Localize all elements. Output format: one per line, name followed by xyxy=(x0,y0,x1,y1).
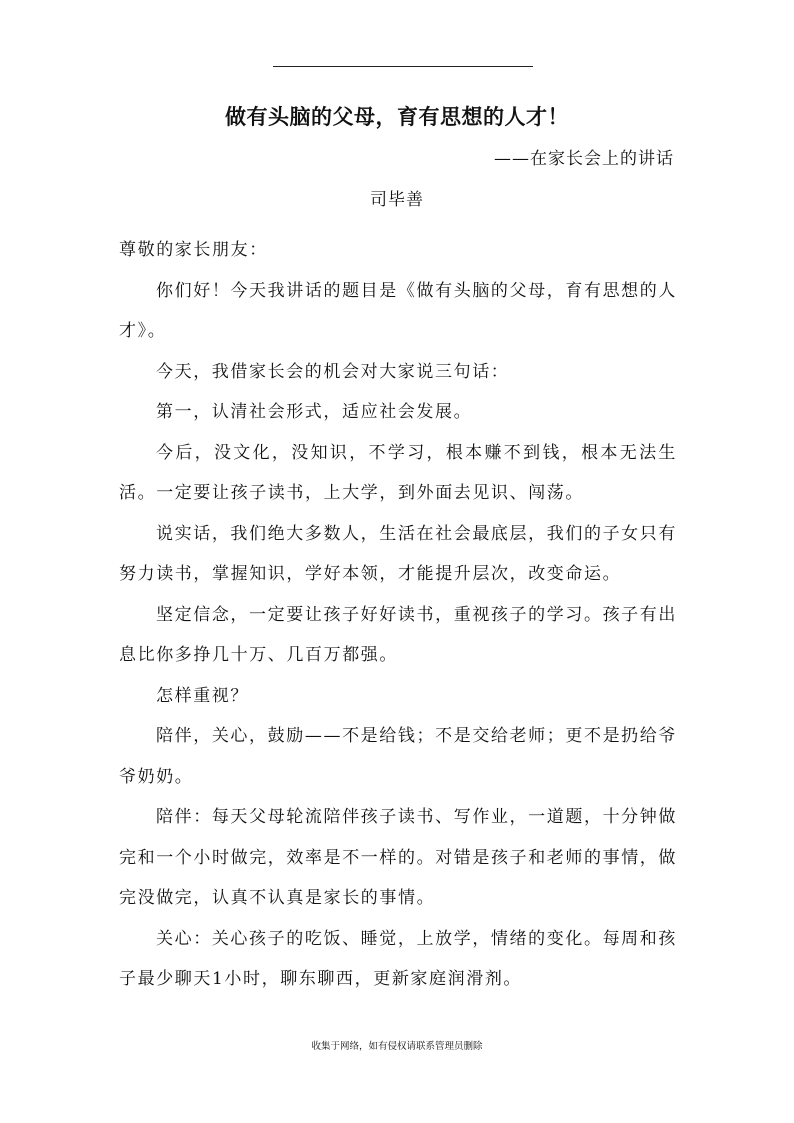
paragraph: 今天，我借家长会的机会对大家说三句话： xyxy=(156,361,510,382)
salutation: 尊敬的家长朋友： xyxy=(119,240,268,260)
paragraph: 陪伴，关心，鼓励——不是给钱；不是交给老师；更不是扔给爷爷奶奶。 xyxy=(119,726,677,787)
page-footer-note: 收集于网络，如有侵权请联系管理员删除 xyxy=(311,1041,483,1052)
paragraph: 怎样重视？ xyxy=(156,685,249,706)
document-title: 做有头脑的父母，育有思想的人才！ xyxy=(225,105,569,129)
paragraph: 第一，认清社会形式，适应社会发展。 xyxy=(156,402,473,422)
paragraph: 你们好！今天我讲话的题目是《做有头脑的父母，育有思想的人才》。 xyxy=(119,280,677,341)
paragraph: 今后，没文化，没知识，不学习，根本赚不到钱，根本无法生活。一定要让孩子读书，上大学，到外面去见识、闯荡。 xyxy=(119,442,677,503)
paragraph: 关心：关心孩子的吃饭、睡觉，上放学，情绪的变化。每周和孩子最少聊天1小时，聊东聊西，更新家庭润滑剂。 xyxy=(119,928,677,989)
document-author: 司毕善 xyxy=(370,190,424,210)
paragraph: 坚定信念，一定要让孩子好好读书，重视孩子的学习。孩子有出息比你多挣几十万、几百万都强。 xyxy=(119,604,677,665)
paragraph: 说实话，我们绝大多数人，生活在社会最底层，我们的子女只有努力读书，掌握知识，学好本领，才能提升层次，改变命运。 xyxy=(119,523,677,584)
document-subtitle: ——在家长会上的讲话 xyxy=(494,149,674,169)
header-rule xyxy=(273,66,533,67)
document-body xyxy=(119,230,677,1000)
paragraph: 陪伴：每天父母轮流陪伴孩子读书、写作业，一道题，十分钟做完和一个小时做完，效率是不一样的。对错是孩子和老师的事情，做完没做完，认真不认真是家长的事情。 xyxy=(119,807,677,908)
